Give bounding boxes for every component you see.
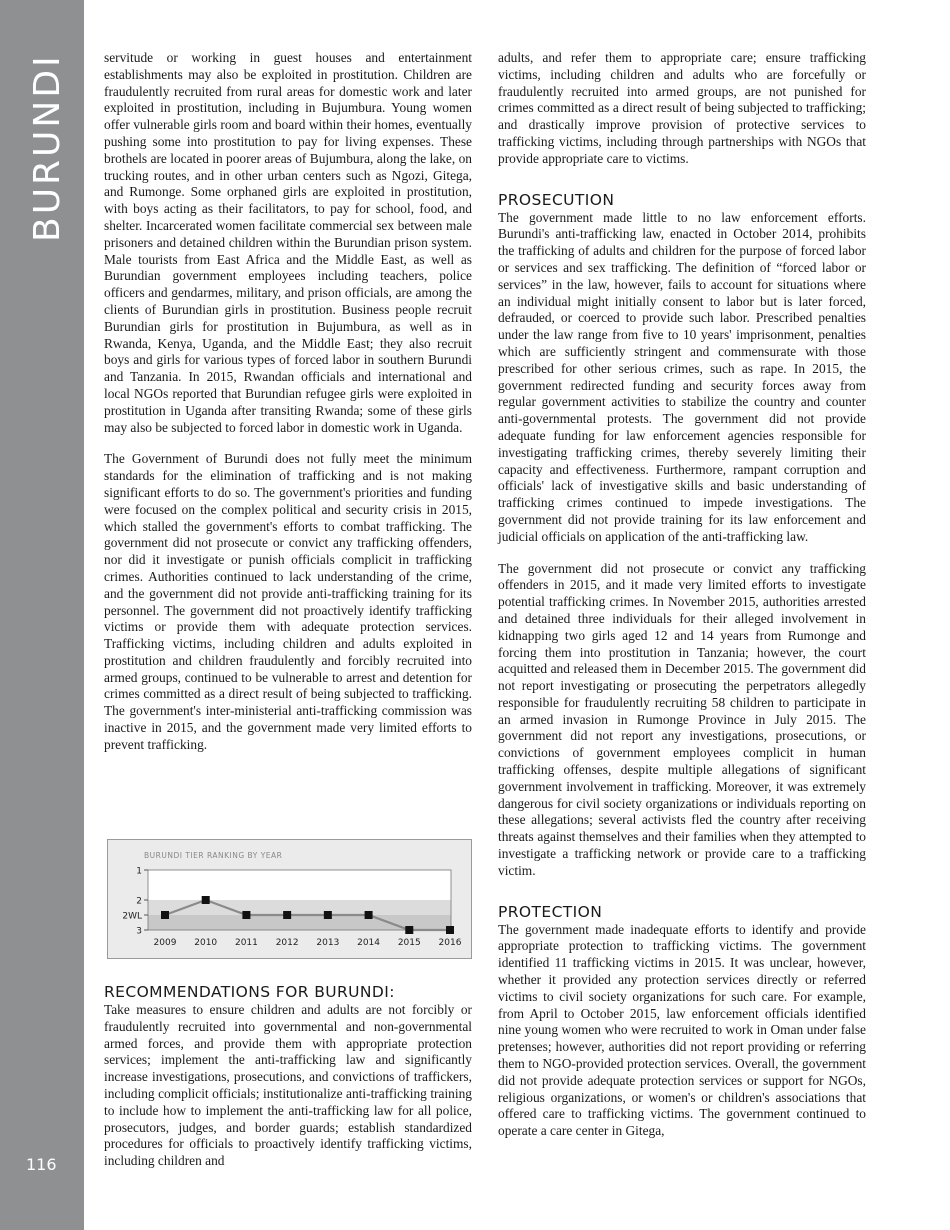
tier-point	[161, 911, 169, 919]
x-tick-label: 2009	[153, 938, 177, 948]
tier-point	[446, 926, 454, 934]
prosecution-paragraph: The government made little to no law enforcement efforts. Burundi's anti-trafficking law, enacted in October 2014, prohibits the trafficking of adults and children for the purpose of forced labor or services and sex trafficking. The definition of “forced labor or services” in the law, however, fails to account for situations where an individual might initially consent to labor but is later forced, defrauded, or coerced to provide such labor. Prescribed penalties under the law range from five to 10 years' imprisonment, penalties which are sufficiently stringent and commensurate with those prescribed for other serious crimes, such as rape. In 2015, the government redirected funding and security forces away from regular government activities to stabilize the country and counter anti-governmental protests. The government did not provide adequate funding for law enforcement agencies responsible for investigating trafficking crimes, thereby severely limiting their capacity and effectiveness. Furthermore, rampant corruption and officials' lack of investigative skills and basic understanding of trafficking crimes continued to impede investigations. The government did not provide training for its law enforcement and judicial officials on application of the anti-trafficking law.	[498, 209, 866, 544]
right-column	[498, 50, 866, 1140]
recommendations-heading: RECOMMENDATIONS FOR BURUNDI:	[104, 983, 395, 1001]
overview-paragraph: servitude or working in guest houses and entertainment establishments may also be exploited in prostitution. Children are fraudulently recruited from rural areas for domestic work and later exploited in prostitution, including in Bujumbura. Young women offer vulnerable girls room and board within their homes, eventually pushing some into prostitution to pay for living expenses. These brothels are located in poorer areas of Bujumbura, along the lake, on trucking routes, and in other urban centers such as Ngozi, Gitega, and Rumonge. Some orphaned girls are exploited in prostitution, with boys acting as their facilitators, to pay for school, food, and shelter. Incarcerated women facilitate commercial sex between male prisoners and detained children within the Burundian prison system. Male tourists from East Africa and the Middle East, as well as Burundian government employees including teachers, police officers and gendarmes, military, and prison officials, are among the clients of Burundian girls in prostitution. Business people recruit Burundian girls for prostitution in Bujumbura, as well as in Rwanda, Kenya, Uganda, and the Middle East; they also recruit boys and girls for various types of forced labor in southern Burundi and Tanzania. In 2015, Rwandan officials and international and local NGOs reported that Burundian refugee girls were exploited in prostitution in Uganda after transiting Rwanda; some of these girls may also be subjected to forced labor in domestic work in Uganda.	[104, 50, 472, 435]
recommendations-continued: adults, and refer them to appropriate care; ensure trafficking victims, including children and adults who are forcefully or fraudulently recruited into armed groups, are not punished for crimes committed as a direct result of being subjected to trafficking; and drastically improve provision of protective services to trafficking victims, including through partnerships with NGOs that provide appropriate care to victims.	[498, 50, 866, 166]
y-tick-label: 2	[136, 896, 142, 907]
country-title: BURUNDI	[27, 53, 68, 242]
tier-point	[202, 896, 210, 904]
page-number: 116	[26, 1155, 57, 1174]
x-tick-label: 2014	[357, 938, 381, 948]
sidebar	[0, 0, 84, 1230]
x-tick-label: 2012	[275, 938, 299, 948]
tier-point	[365, 911, 373, 919]
x-tick-label: 2015	[397, 938, 421, 948]
y-tick-label: 3	[136, 926, 142, 937]
x-tick-label: 2016	[438, 938, 462, 948]
chart-title: BURUNDI TIER RANKING BY YEAR	[144, 851, 283, 860]
assessment-paragraph: The Government of Burundi does not fully meet the minimum standards for the elimination of trafficking and is not making significant efforts to do so. The government's priorities and funding were focused on the complex political and security crisis in 2015, which stalled the government's efforts to combat trafficking. The government did not prosecute or convict any trafficking offenders, nor did it investigate or punish officials complicit in trafficking crimes. Authorities continued to lack understanding of the crime, and the government did not provide anti-trafficking training for its personnel. The government did not proactively identify trafficking victims or provide them with adequate protection services. Trafficking victims, including children and adults exploited in prostitution and children fraudulently and forcibly recruited into armed groups, continued to be vulnerable to arrest and detention for crimes committed as a direct result of being subjected to trafficking. The government's inter-ministerial anti-trafficking commission was inactive in 2015, and the government made very limited efforts to prevent trafficking.	[104, 451, 472, 752]
prosecution-heading: PROSECUTION	[498, 190, 615, 209]
left-column	[104, 50, 472, 754]
tier-band-1	[148, 870, 451, 900]
tier-ranking-chart-svg	[108, 840, 471, 958]
y-tick-label: 2WL	[122, 911, 142, 922]
x-tick-label: 2013	[316, 938, 340, 948]
y-tick-label: 1	[136, 866, 142, 877]
tier-point	[324, 911, 332, 919]
tier-band-2	[148, 900, 451, 915]
protection-section	[498, 902, 866, 1140]
prosecution-paragraph: The government did not prosecute or convict any trafficking offenders in 2015, and it made very limited efforts to investigate potential trafficking crimes. In November 2015, authorities arrested and detained three individuals for their alleged involvement in kidnapping two girls aged 12 and 14 years from Rumonge and forcing them into prostitution in Tanzania; however, the court acquitted and released them in December 2015. The government did not report investigating or prosecuting the perpetrators allegedly responsible for fraudulently recruiting 58 children to participate in an armed invasion in Rumonge Province in July 2015. The government did not report any investigations, prosecutions, or convictions of government employees complicit in human trafficking offenses, despite multiple allegations of significant government involvement in trafficking. Moreover, it was extremely dangerous for civil society organizations or individuals reporting on these allegations; several activists fled the country after receiving threats against themselves and their families when they attempted to investigate a trafficking network or provide care to a trafficking victim.	[498, 560, 866, 878]
x-tick-label: 2010	[194, 938, 218, 948]
tier-point	[242, 911, 250, 919]
recommendations-section	[104, 982, 472, 1170]
recommendations-text: Take measures to ensure children and adults are not forcibly or fraudulently recruited into governmental and non-governmental armed forces, and provide them with appropriate protection services; implement the anti-trafficking law and significantly increase investigations, prosecutions, and convictions of traffickers, including complicit officials; institutionalize anti-trafficking training to include how to implement the anti-trafficking law for all police, prosecutors, judges, and border guards; establish standardized procedures for officials to proactively identify trafficking victims, including children and	[104, 1002, 472, 1169]
tier-point	[283, 911, 291, 919]
tier-ranking-chart	[107, 839, 472, 959]
protection-paragraph: The government made inadequate efforts to identify and provide appropriate protection to trafficking victims. The government identified 11 trafficking victims in 2015. It was unclear, however, whether it provided any protection services directly or referred victims to civil society organizations for such care. For example, from April to October 2015, law enforcement officials identified nine young women who were recruited to work in Oman under false pretenses; however, authorities did not report providing or referring them to NGO-provided protection services. Overall, the government did not provide adequate protection services or support for NGOs, religious organizations, or women's or children's associations that offered care to trafficking victims. The government continued to operate a care center in Gitega,	[498, 921, 866, 1139]
protection-heading: PROTECTION	[498, 902, 603, 921]
x-tick-label: 2011	[234, 938, 258, 948]
tier-point	[405, 926, 413, 934]
prosecution-section	[498, 190, 866, 880]
